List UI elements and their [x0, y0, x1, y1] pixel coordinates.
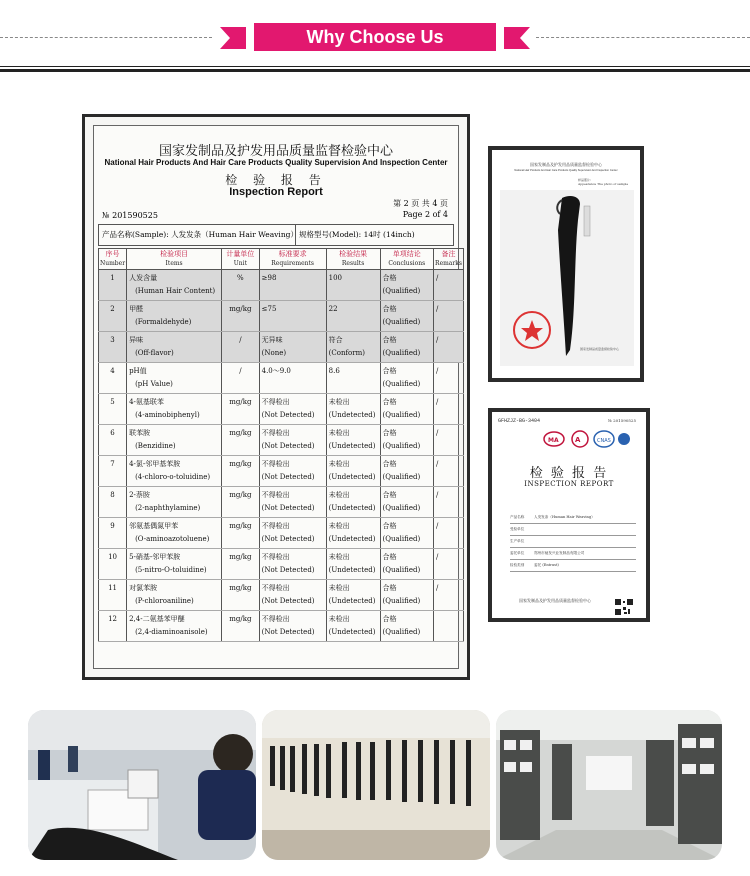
- item-name-en: (Human Hair Content): [135, 287, 216, 295]
- conclusion-cn: 合格: [382, 491, 397, 499]
- left-dashed-line: [0, 37, 212, 38]
- row-number: 6: [110, 429, 115, 437]
- table-cell: [99, 301, 127, 332]
- table-row: [99, 518, 464, 549]
- table-row: [99, 425, 464, 456]
- table-row: [99, 332, 464, 363]
- table-cell: [259, 518, 326, 549]
- requirement-cn: 不得检出: [261, 615, 290, 623]
- table-cell: [434, 363, 464, 394]
- section-title: Why Choose Us: [254, 23, 496, 51]
- requirement-cn: 不得检出: [261, 553, 290, 561]
- requirement-en: (Not Detected): [261, 597, 315, 605]
- conclusion-cn: 合格: [382, 460, 397, 468]
- why-choose-us-banner: [0, 0, 750, 80]
- conclusion-cn: 合格: [382, 584, 397, 592]
- remark: /: [436, 305, 439, 313]
- conclusion-en: (Qualified): [382, 411, 421, 419]
- svg-text:CNAS: CNAS: [597, 438, 611, 444]
- result-en: (Conform): [328, 349, 365, 357]
- table-cell: [380, 332, 434, 363]
- sample-photo-panel: [488, 146, 644, 382]
- sample-name: 产品名称(Sample): 人发发条（Human Hair Weaving）: [102, 230, 298, 239]
- table-cell: [380, 425, 434, 456]
- result-cn: 未检出: [328, 398, 350, 406]
- table-cell: [380, 518, 434, 549]
- unit: /: [239, 367, 242, 375]
- unit: %: [237, 274, 244, 282]
- table-cell: [222, 487, 260, 518]
- divider-thin: [0, 66, 750, 67]
- cover-field-label: 委托单位: [510, 551, 525, 555]
- left-chevron-icon: [220, 27, 246, 49]
- cover-field-value: 委托 (Entrust): [534, 563, 559, 567]
- table-cell: [99, 394, 127, 425]
- conclusion-cn: 合格: [382, 305, 397, 313]
- table-cell: [259, 487, 326, 518]
- table-cell: [99, 549, 127, 580]
- result-en: (Undetected): [328, 597, 376, 605]
- table-cell: [326, 270, 380, 301]
- result-cn: 未检出: [328, 615, 350, 623]
- requirement-en: (Not Detected): [261, 442, 315, 450]
- table-cell: [434, 425, 464, 456]
- conclusion-cn: 合格: [382, 553, 397, 561]
- table-cell: [99, 363, 127, 394]
- table-cell: [222, 301, 260, 332]
- item-name-en: (4-chloro-o-toluidine): [135, 473, 211, 481]
- item-name-cn: 邻氨基偶氮甲苯: [129, 522, 179, 530]
- inspection-report-document: [82, 114, 470, 680]
- svg-text:MA: MA: [548, 437, 559, 444]
- table-cell: [259, 394, 326, 425]
- unit: mg/kg: [229, 553, 252, 561]
- conclusion-cn: 合格: [382, 522, 397, 530]
- requirement-en: (None): [261, 349, 287, 357]
- table-cell: [127, 270, 222, 301]
- table-cell: [259, 301, 326, 332]
- remark: /: [436, 522, 439, 530]
- row-number: 8: [110, 491, 115, 499]
- table-cell: [380, 580, 434, 611]
- right-dashed-line: [536, 37, 750, 38]
- result-cn: 22: [328, 305, 338, 313]
- table-cell: [380, 549, 434, 580]
- row-number: 2: [110, 305, 115, 313]
- item-name-en: (Formaldehyde): [135, 318, 192, 326]
- table-cell: [326, 611, 380, 642]
- result-en: (Undetected): [328, 473, 376, 481]
- table-cell: [222, 518, 260, 549]
- table-cell: [326, 363, 380, 394]
- requirement-cn: ≥98: [261, 274, 277, 282]
- row-number: 4: [110, 367, 115, 375]
- cover-field: [510, 512, 636, 524]
- requirement-en: (Not Detected): [261, 566, 315, 574]
- page-indicator-cn: 第 2 页 共 4 页: [393, 199, 448, 208]
- table-cell: [380, 301, 434, 332]
- conclusion-en: (Qualified): [382, 504, 421, 512]
- result-cn: 未检出: [328, 584, 350, 592]
- conclusion-en: (Qualified): [382, 566, 421, 574]
- table-cell: [259, 549, 326, 580]
- conclusion-en: (Qualified): [382, 473, 421, 481]
- column-header: 单项结论 Conclusions: [380, 249, 434, 270]
- table-cell: [222, 549, 260, 580]
- sample-photo-caption-cn: 样品照片：: [578, 178, 594, 182]
- table-cell: [222, 363, 260, 394]
- remark: /: [436, 398, 439, 406]
- table-cell: [99, 518, 127, 549]
- table-row: [99, 363, 464, 394]
- table-cell: [326, 425, 380, 456]
- conclusion-en: (Qualified): [382, 287, 421, 295]
- conclusion-en: (Qualified): [382, 628, 421, 636]
- warehouse-photo: [496, 710, 722, 860]
- result-cn: 100: [328, 274, 343, 282]
- table-cell: [434, 611, 464, 642]
- table-cell: [326, 518, 380, 549]
- cover-field: [510, 524, 636, 536]
- conclusion-cn: 合格: [382, 398, 397, 406]
- report-title-en: National Hair Products And Hair Care Products Quality Supervision And Inspection Center: [104, 158, 448, 167]
- table-cell: [326, 456, 380, 487]
- table-cell: [326, 332, 380, 363]
- cover-field: [510, 548, 636, 560]
- conclusion-cn: 合格: [382, 429, 397, 437]
- table-cell: [99, 580, 127, 611]
- result-en: (Undetected): [328, 504, 376, 512]
- table-row: [99, 487, 464, 518]
- column-header-en: Requirements: [271, 260, 314, 267]
- requirement-en: (Not Detected): [261, 628, 315, 636]
- table-row: [99, 394, 464, 425]
- requirement-cn: 不得检出: [261, 398, 290, 406]
- item-name-cn: 4-氯-邻甲基苯胺: [129, 460, 181, 468]
- requirement-cn: 不得检出: [261, 429, 290, 437]
- item-name-cn: 5-硝基-邻甲苯胺: [129, 553, 181, 561]
- result-en: (Undetected): [328, 535, 376, 543]
- page-indicator: [393, 198, 448, 220]
- unit: mg/kg: [229, 429, 252, 437]
- conclusion-en: (Qualified): [382, 349, 421, 357]
- requirement-en: (Not Detected): [261, 535, 315, 543]
- table-cell: [326, 580, 380, 611]
- table-cell: [326, 301, 380, 332]
- table-cell: [127, 487, 222, 518]
- sample-model: 规格型号(Model): 14吋 (14inch): [295, 225, 415, 245]
- table-cell: [259, 270, 326, 301]
- certification-logos: [542, 428, 632, 450]
- showroom-photo: [262, 710, 490, 860]
- report-title-cn: 国家发制品及护发用品质量监督检验中心: [158, 144, 393, 159]
- item-name-cn: 2,4-二氨基苯甲醚: [129, 615, 185, 623]
- conclusion-cn: 合格: [382, 367, 397, 375]
- item-name-en: (2-naphthylamine): [135, 504, 201, 512]
- cover-code: GFHZJZ-BG-3404: [498, 418, 541, 424]
- cover-field-value: 人发发条（Human Hair Weaving）: [534, 515, 595, 519]
- item-name-en: (pH Value): [135, 380, 173, 388]
- svg-text:A: A: [575, 436, 581, 444]
- table-cell: [259, 611, 326, 642]
- table-cell: [259, 425, 326, 456]
- requirement-cn: 无异味: [261, 336, 283, 344]
- unit: mg/kg: [229, 398, 252, 406]
- remark: /: [436, 274, 439, 282]
- cover-title-en: INSPECTION REPORT: [524, 480, 614, 488]
- table-cell: [434, 549, 464, 580]
- table-cell: [380, 611, 434, 642]
- table-cell: [127, 549, 222, 580]
- table-cell: [222, 425, 260, 456]
- result-cn: 未检出: [328, 553, 350, 561]
- column-header: 备注 Remarks: [434, 249, 464, 270]
- remark: /: [436, 336, 439, 344]
- table-cell: [127, 456, 222, 487]
- remark: /: [436, 367, 439, 375]
- unit: mg/kg: [229, 584, 252, 592]
- sample-photo-caption: [578, 178, 628, 186]
- item-name-en: (Off-flavor): [135, 349, 174, 357]
- cover-field-label: 生产单位: [510, 539, 525, 543]
- column-header: 检验项目 Items: [127, 249, 222, 270]
- row-number: 10: [108, 553, 117, 561]
- requirement-en: (Not Detected): [261, 504, 315, 512]
- conclusion-en: (Qualified): [382, 380, 421, 388]
- conclusion-cn: 合格: [382, 274, 397, 282]
- row-number: 9: [110, 522, 115, 530]
- report-subtitle-en: Inspection Report: [229, 186, 323, 198]
- cover-field-label: 检验类别: [510, 563, 525, 567]
- row-number: 5: [110, 398, 115, 406]
- remark: /: [436, 584, 439, 592]
- table-row: [99, 301, 464, 332]
- cover-title-cn: 检 验 报 告: [529, 466, 609, 481]
- item-name-en: (4-aminobiphenyl): [135, 411, 200, 419]
- column-header-en: Number: [100, 260, 126, 267]
- conclusion-en: (Qualified): [382, 597, 421, 605]
- report-number: № 201590525: [102, 211, 158, 220]
- item-name-cn: 甲醛: [129, 305, 144, 313]
- result-cn: 未检出: [328, 491, 350, 499]
- item-name-cn: 人发含量: [129, 274, 158, 282]
- table-cell: [434, 580, 464, 611]
- table-cell: [259, 363, 326, 394]
- table-cell: [434, 394, 464, 425]
- sample-info: [98, 224, 454, 246]
- table-cell: [434, 487, 464, 518]
- table-cell: [434, 456, 464, 487]
- result-cn: 符合: [328, 336, 343, 344]
- report-subtitle-cn: 检 验 报 告: [225, 173, 327, 187]
- sample-photo-header-cn: 国家发制品及护发用品质量监督检验中心: [530, 162, 602, 167]
- column-header-en: Remarks: [435, 260, 462, 267]
- item-name-cn: 对氯苯胺: [129, 584, 158, 592]
- cover-fields: [510, 512, 636, 572]
- table-cell: [222, 270, 260, 301]
- conclusion-en: (Qualified): [382, 442, 421, 450]
- table-cell: [99, 425, 127, 456]
- table-cell: [222, 580, 260, 611]
- table-cell: [127, 301, 222, 332]
- item-name-cn: 异味: [129, 336, 144, 344]
- table-cell: [99, 487, 127, 518]
- result-cn: 未检出: [328, 460, 350, 468]
- svg-text:国家发制品质量监督检验中心: 国家发制品质量监督检验中心: [580, 347, 620, 351]
- table-row: [99, 270, 464, 301]
- table-cell: [99, 332, 127, 363]
- column-header: 计量单位 Unit: [222, 249, 260, 270]
- table-cell: [99, 611, 127, 642]
- table-cell: [127, 394, 222, 425]
- conclusion-cn: 合格: [382, 336, 397, 344]
- table-cell: [222, 332, 260, 363]
- row-number: 3: [110, 336, 115, 344]
- requirement-cn: 不得检出: [261, 584, 290, 592]
- cover-footer: 国家发制品及护发用品质量监督检验中心: [519, 598, 591, 603]
- table-cell: [259, 332, 326, 363]
- table-cell: [127, 363, 222, 394]
- results-table: [98, 248, 464, 642]
- requirement-cn: ≤75: [261, 305, 277, 313]
- result-en: (Undetected): [328, 411, 376, 419]
- column-header: 序号 Number: [99, 249, 127, 270]
- column-header: 检验结果 Results: [326, 249, 380, 270]
- column-header-en: Conclusions: [388, 260, 426, 267]
- item-name-en: (5-nitro-O-toluidine): [135, 566, 207, 574]
- table-cell: [127, 580, 222, 611]
- conclusion-cn: 合格: [382, 615, 397, 623]
- table-cell: [380, 394, 434, 425]
- table-cell: [99, 270, 127, 301]
- row-number: 1: [110, 274, 115, 282]
- unit: mg/kg: [229, 460, 252, 468]
- table-cell: [434, 518, 464, 549]
- table-cell: [380, 270, 434, 301]
- sample-photo-caption-en: Appearance The photo of sample: [578, 182, 629, 186]
- table-cell: [326, 487, 380, 518]
- report-cover-panel: [488, 408, 650, 622]
- item-name-cn: 4-氨基联苯: [129, 398, 164, 406]
- cover-field-label: 受检单位: [510, 527, 525, 531]
- table-cell: [434, 301, 464, 332]
- divider-thick: [0, 69, 750, 72]
- unit: mg/kg: [229, 615, 252, 623]
- requirement-en: (Not Detected): [261, 473, 315, 481]
- table-body: [99, 270, 464, 642]
- right-chevron-icon: [504, 27, 530, 49]
- row-number: 7: [110, 460, 115, 468]
- requirement-cn: 不得检出: [261, 522, 290, 530]
- item-name-cn: 2-萘胺: [129, 491, 150, 499]
- unit: /: [239, 336, 242, 344]
- row-number: 11: [108, 584, 117, 592]
- hair-bundle-photo: [500, 190, 634, 366]
- table-cell: [127, 425, 222, 456]
- table-cell: [127, 518, 222, 549]
- unit: mg/kg: [229, 491, 252, 499]
- table-cell: [380, 487, 434, 518]
- table-cell: [222, 611, 260, 642]
- unit: mg/kg: [229, 305, 252, 313]
- column-header-en: Items: [165, 260, 183, 267]
- row-number: 12: [108, 615, 117, 623]
- item-name-en: (O-aminoazotoluene): [135, 535, 210, 543]
- table-row: [99, 611, 464, 642]
- table-row: [99, 580, 464, 611]
- table-cell: [127, 332, 222, 363]
- table-cell: [434, 332, 464, 363]
- remark: /: [436, 491, 439, 499]
- table-cell: [434, 270, 464, 301]
- remark: /: [436, 460, 439, 468]
- table-cell: [99, 456, 127, 487]
- unit: mg/kg: [229, 522, 252, 530]
- table-header: [99, 249, 464, 270]
- table-cell: [326, 549, 380, 580]
- table-cell: [222, 456, 260, 487]
- result-en: (Undetected): [328, 442, 376, 450]
- requirement-cn: 不得检出: [261, 460, 290, 468]
- report-page: [93, 125, 462, 669]
- page-indicator-en: Page 2 of 4: [402, 210, 448, 219]
- table-cell: [127, 611, 222, 642]
- table-cell: [380, 363, 434, 394]
- item-name-en: (P-chloroaniline): [135, 597, 194, 605]
- factory-worker-photo: [28, 710, 256, 860]
- table-cell: [326, 394, 380, 425]
- cover-field: [510, 536, 636, 548]
- table-cell: [259, 456, 326, 487]
- requirement-cn: 4.0～9.0: [261, 367, 291, 375]
- result-cn: 未检出: [328, 429, 350, 437]
- conclusion-en: (Qualified): [382, 318, 421, 326]
- conclusion-en: (Qualified): [382, 535, 421, 543]
- item-name-cn: 联苯胺: [129, 429, 151, 437]
- result-cn: 未检出: [328, 522, 350, 530]
- result-cn: 8.6: [328, 367, 340, 375]
- table-cell: [222, 394, 260, 425]
- table-row: [99, 456, 464, 487]
- table-cell: [380, 456, 434, 487]
- requirement-en: (Not Detected): [261, 411, 315, 419]
- sample-photo-header-en: National Hair Products And Hair Care Products Quality Supervision And Inspection Center: [514, 169, 618, 172]
- item-name-cn: pH值: [129, 367, 147, 375]
- result-en: (Undetected): [328, 566, 376, 574]
- cover-field: [510, 560, 636, 572]
- remark: /: [436, 429, 439, 437]
- cover-field-label: 产品名称: [510, 515, 525, 519]
- requirement-cn: 不得检出: [261, 491, 290, 499]
- result-en: (Undetected): [328, 628, 376, 636]
- table-cell: [259, 580, 326, 611]
- item-name-en: (Benzidine): [135, 442, 176, 450]
- column-header: 标准要求 Requirements: [259, 249, 326, 270]
- column-header-en: Results: [341, 260, 365, 267]
- cover-field-value: 郑州市驰发兴业发制品有限公司: [534, 551, 585, 555]
- column-header-en: Unit: [233, 260, 247, 267]
- remark: /: [436, 553, 439, 561]
- qr-code-icon: [614, 598, 634, 616]
- table-row: [99, 549, 464, 580]
- cover-number: № 201590525: [608, 418, 636, 423]
- item-name-en: (2,4-diaminoanisole): [135, 628, 208, 636]
